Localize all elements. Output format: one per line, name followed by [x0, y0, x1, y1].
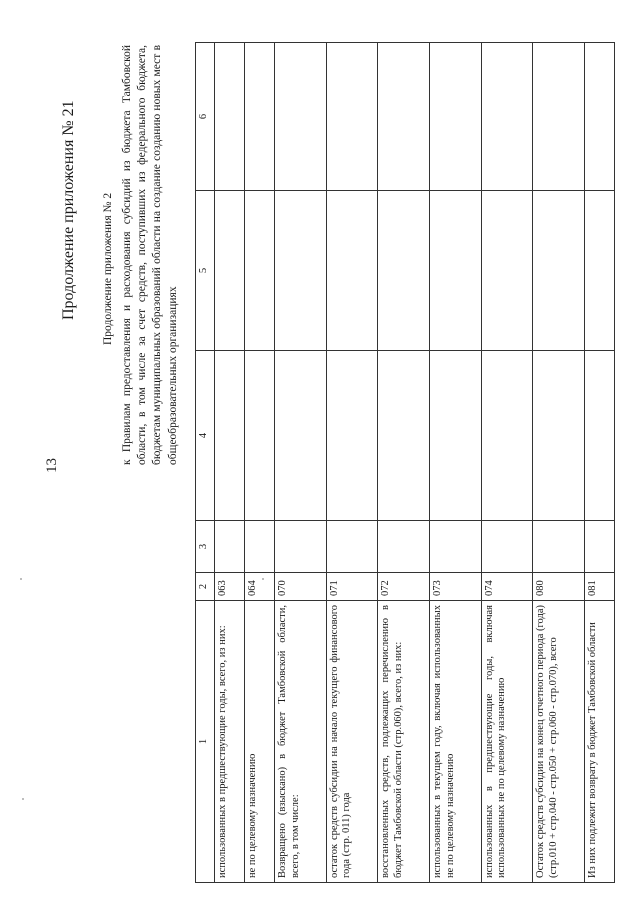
appendix-title: Продолжение приложения № 21 [60, 100, 77, 320]
row-code: 070 [275, 573, 327, 601]
empty-cell [533, 521, 585, 573]
report-table [195, 42, 615, 883]
table-row [533, 43, 585, 883]
empty-cell [584, 43, 614, 191]
header-cell: 3 [196, 521, 215, 573]
empty-cell [378, 43, 430, 191]
empty-cell [245, 43, 275, 191]
table-row [481, 43, 533, 883]
row-label: остаток средств субсидии на начало текущего финансового года (стр. 011) года [326, 601, 378, 883]
row-code: 080 [533, 573, 585, 601]
row-code: 064 [245, 573, 275, 601]
empty-cell [533, 43, 585, 191]
table-row [378, 43, 430, 883]
empty-cell [215, 191, 245, 351]
empty-cell [481, 351, 533, 521]
empty-cell [245, 351, 275, 521]
empty-cell [378, 191, 430, 351]
empty-cell [215, 43, 245, 191]
row-label: Остаток средств субсидии на конец отчетного периода (года) (стр.010 + стр.040 - стр.050 + стр.060 - стр.070), всего [533, 601, 585, 883]
header-cell: 6 [196, 43, 215, 191]
empty-cell [275, 191, 327, 351]
table-row [430, 43, 482, 883]
empty-cell [481, 521, 533, 573]
row-label: Возвращено (взыскано) в бюджет Тамбовской области, всего, в том числе: [275, 601, 327, 883]
empty-cell [430, 521, 482, 573]
empty-cell [430, 351, 482, 521]
table-row [245, 43, 275, 883]
sub-appendix-title: Продолжение приложения № 2 [102, 192, 114, 345]
empty-cell [533, 191, 585, 351]
row-code: 072 [378, 573, 430, 601]
table-header-row [196, 43, 215, 883]
empty-cell [275, 351, 327, 521]
table-row [275, 43, 327, 883]
header-cell: 1 [196, 601, 215, 883]
header-cell: 2 [196, 573, 215, 601]
scan-speck [20, 578, 22, 580]
empty-cell [275, 521, 327, 573]
empty-cell [326, 43, 378, 191]
empty-cell [215, 351, 245, 521]
row-label: использованных в предшествующие годы, включая использованных не по целевому назначению [481, 601, 533, 883]
empty-cell [326, 521, 378, 573]
row-label: Из них подлежит возврату в бюджет Тамбовской области [584, 601, 614, 883]
empty-cell [245, 191, 275, 351]
empty-cell [584, 191, 614, 351]
row-code: 073 [430, 573, 482, 601]
empty-cell [584, 521, 614, 573]
row-code: 074 [481, 573, 533, 601]
empty-cell [215, 521, 245, 573]
scan-speck [262, 578, 264, 580]
empty-cell [326, 351, 378, 521]
header-cell: 4 [196, 351, 215, 521]
empty-cell [481, 43, 533, 191]
header-cell: 5 [196, 191, 215, 351]
empty-cell [245, 521, 275, 573]
table-row [326, 43, 378, 883]
row-code: 081 [584, 573, 614, 601]
row-label: не по целевому назначению [245, 601, 275, 883]
empty-cell [275, 43, 327, 191]
table-row [215, 43, 245, 883]
empty-cell [533, 351, 585, 521]
empty-cell [481, 191, 533, 351]
row-label: восстановленных средств, подлежащих перечислению в бюджет Тамбовской области (стр.060), всего, из них: [378, 601, 430, 883]
row-code: 071 [326, 573, 378, 601]
empty-cell [326, 191, 378, 351]
row-label: использованных в предшествующие годы, всего, из них: [215, 601, 245, 883]
empty-cell [430, 191, 482, 351]
page-number: 13 [44, 458, 60, 473]
empty-cell [430, 43, 482, 191]
table-row [584, 43, 614, 883]
empty-cell [378, 351, 430, 521]
row-code: 063 [215, 573, 245, 601]
scan-speck [22, 798, 24, 800]
row-label: использованных в текущем году, включая использованных не по целевому назначению [430, 601, 482, 883]
empty-cell [584, 351, 614, 521]
rules-reference-text: к Правилам предоставления и расходования субсидий из бюджета Тамбовской области, в том числе за счет средств, поступивших из федерального бюджета, бюджетам муниципальных образований области на создание созданию новых мест в общеобразовательных организациях [121, 45, 179, 465]
empty-cell [378, 521, 430, 573]
